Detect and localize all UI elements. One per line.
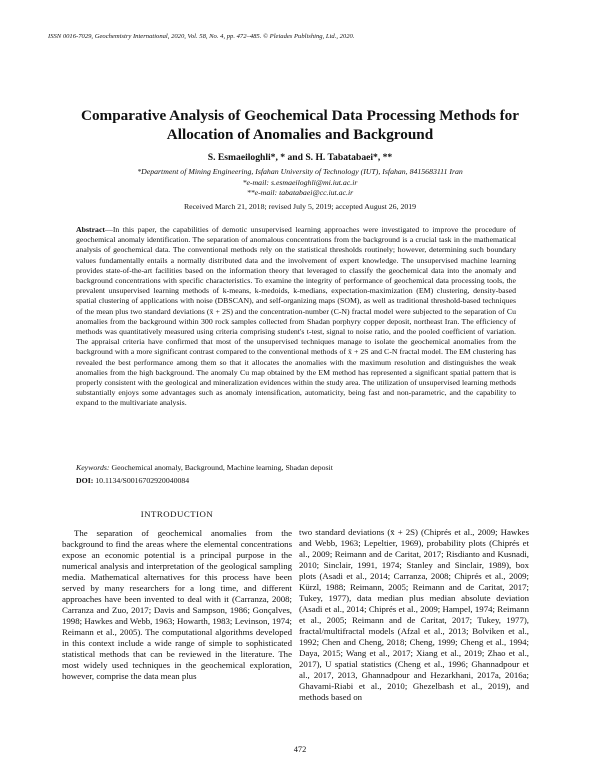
abstract-text: —In this paper, the capabilities of demotic unsupervised learning approaches were investigated to improve the procedure of geochemical anomaly identification. The separation of anomalous concentrations from the background is a crucial task in the mathematical analysis of geochemical data. The conventional methods rely on the statistical thresholds routinely; however, determining such boundary values fundamentally entails a normally distributed data and the involvement of expert knowledge. The unsupervised machine learning provides state-of-the-art facilities based on the information theory that leveraged to classify the geochemical data into the anomaly and background concentrations with specific characteristics. To examine the integrity of performance of geochemical data processing tools, the prevalent unsupervised learning methods of k-means, k-medoids, k-medians, expectation-maximization (EM) clustering, density-based spatial clustering of applications with noise (DBSCAN), and self-organizing maps (SOM), as well as traditional threshold-based techniques of the mean plus two standard deviations (x̄ + 2S) and the concentration-number (C-N) fractal model were subjected to the separation of Cu anomalies from the background within 300 rock samples collected from Shadan porphyry copper deposit, northeast Iran. The efficiency of methods was quantitatively measured using criteria comprising student's t-test, signal to noise ratio, and the pooled coefficient of variation. The appraisal criteria have confirmed that most of the unsupervised techniques manage to isolate the geochemical anomalies from the background with a more significant contrast compared to the conventional methods of x̄ + 2S and C-N fractal model. The EM clustering has revealed the best performance among them so that it allocates the anomalies with the maximum resolution and distinguishes the weak anomalies from the high background. The anomaly Cu map obtained by the EM method has represented a significant spatial pattern that is properly consistent with the geological and mineralization evidences within the study area. The utilization of unsupervised learning methods substantially enjoys some advantages such as anomaly intensification, automaticity, being fast and non-parametric, and the capability to expand to the multivariate analysis. [76,225,516,408]
article-authors: S. Esmaeiloghli*, * and S. H. Tabatabaei*, ** [207,152,393,163]
intro-paragraph-right: two standard deviations (x̄ + 2S) (Chiprés et al., 2009; Hawkes and Webb, 1963; Lepeltier, 1969), probability plots (Chiprés et al., 2009; Reimann and de Caritat, 2017; Risdianto and Kusnadi, 2010; Sinclair, 1991, 1974; Stanley and Sinclair, 1989), box plots (Asadi et al., 2014; Carranza, 2008; Chiprés et al., 2009; Kürzl, 1988; Reimann, 2005; Reimann and de Caritat, 2017; Tukey, 1977), data median plus median absolute deviation (Asadi et al., 2014; Chiprés et al., 2009; Hampel, 1974; Reimann et al., 2005; Reimann and de Caritat, 2017; Tukey, 1977), fractal/multifractal models (Afzal et al., 2013; Bolviken et al., 1992; Chen and Cheng, 2018; Cheng, 1999; Cheng et al., 1994; Daya, 2015; Wang et al., 2017; Xiang et al., 2019; Zhao et al., 2017), U spatial statistics (Cheng et al., 1996; Ghannadpour et al., 2017, 2013, Ghannadpour and Hezarkhani, 2017a, 2016a; Ghavami-Riabi et al., 2010; Ghezelbash et al., 2019), and methods based on [299,527,529,702]
left-column [62,528,292,682]
abstract [76,225,516,409]
keywords-label: Keywords: [76,463,110,472]
email-1: *e-mail: s.esmaeiloghli@mi.iut.ac.ir [242,177,358,187]
doi [76,476,516,485]
section-heading-introduction: INTRODUCTION [140,509,214,519]
intro-paragraph-left: The separation of geochemical anomalies from the background to find the areas where the elemental concentrations expose an economic potential is a principal purpose in the numerical analysis and interpretation of the geological sampling media. Mathematical alternatives for this process have been served by many researchers for a long time, and different approaches have been invented to deal with it (Carranza, 2008; Carranza and Zuo, 2017; Davis and Sampson, 1986; Gonçalves, 1998; Hawkes and Webb, 1963; Howarth, 1983; Levinson, 1974; Reimann et al., 2005). The computational algorithms developed in this context include a wide range of simple to sophisticated statistical methods that can be reviewed in the literature. The most widely used techniques in the geochemical exploration, however, comprise the data mean plus [62,528,292,681]
keywords-text: Geochemical anomaly, Background, Machine learning, Shadan deposit [111,463,333,472]
doi-label: DOI: [76,476,94,485]
affiliation-block [60,167,540,199]
page-number: 472 [293,745,307,754]
doi-value: 10.1134/S0016702920040084 [95,476,190,485]
abstract-label: Abstract [76,225,106,234]
article-title: Comparative Analysis of Geochemical Data Processing Methods for Allocation of Anomalies and Background [81,107,519,143]
received-dates: Received March 21, 2018; revised July 5, 2019; accepted August 26, 2019 [183,202,417,211]
journal-header: ISSN 0016-7029, Geochemistry International, 2020, Vol. 58, No. 4, pp. 472–485. © Pleiades Publishing, Ltd., 2020. [48,33,355,40]
right-column [299,527,529,703]
affiliation: *Department of Mining Engineering, Isfahan University of Technology (IUT), Isfahan, 8415683111 Iran [137,167,463,176]
email-2: **e-mail: tabatabaei@cc.iut.ac.ir [246,188,354,197]
keywords [76,463,516,472]
